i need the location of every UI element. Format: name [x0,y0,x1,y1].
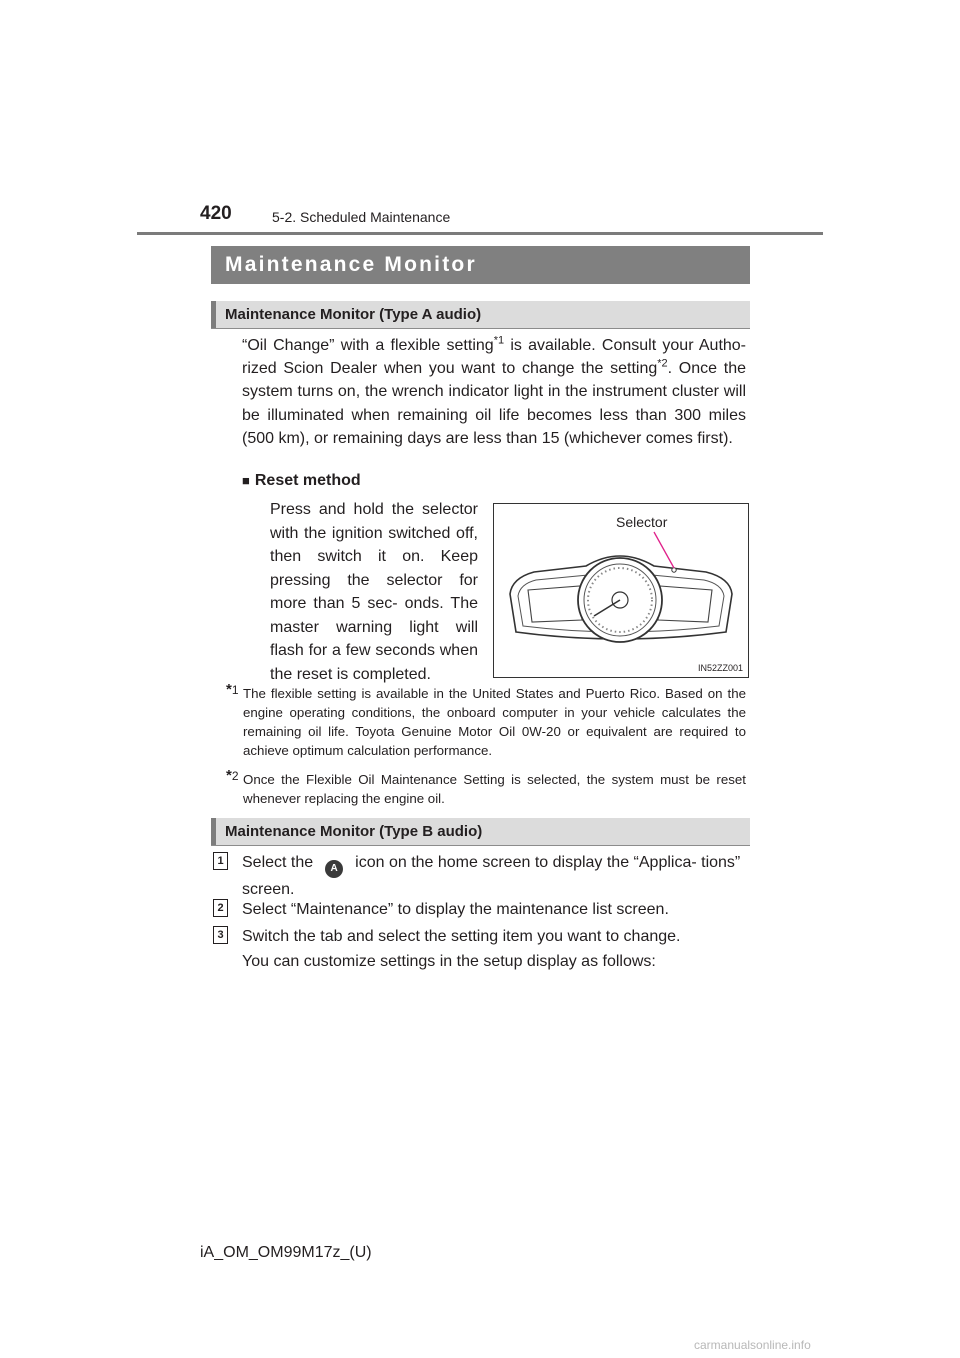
watermark: carmanualsonline.info [694,1338,811,1352]
subheading-text: Maintenance Monitor (Type B audio) [225,823,483,840]
footnote-2 [226,767,746,808]
footnote-text: The flexible setting is available in the United States and Puerto Rico. Based on the engine operating conditions, the onboard computer in your vehicle calculates the remaining oil life. Toyota Genuine Motor Oil 0W-20 or equivalent are required to achieve optimum calculation performance. [243,686,746,758]
subheading-text: Maintenance Monitor (Type A audio) [225,306,482,323]
reset-heading [242,472,361,490]
closing-text: You can customize settings in the setup display as follows: [242,953,656,970]
subheading-stripe [211,818,216,845]
title-bar [211,246,750,284]
footnote-marker: *1 [226,681,239,698]
subheading-type-b [211,818,750,846]
footer-doc-code: iA_OM_OM99M17z_(U) [200,1244,372,1261]
step-text: Select the A icon on the home screen to display the “Applica- tions” screen. [242,854,741,898]
instrument-cluster-figure [493,503,749,678]
footnote-1 [226,681,746,760]
step-2 [213,898,753,921]
page-title: Maintenance Monitor [225,253,477,276]
footnote-text: Once the Flexible Oil Maintenance Setting is selected, the system must be reset whenever replacing the engine oil. [243,772,746,806]
step-number: 3 [213,926,228,944]
footnote-ref-1: *1 [493,334,505,347]
reset-heading-text: Reset method [254,472,361,489]
header-rule [137,232,823,235]
step-number: 1 [213,852,228,870]
step-number: 2 [213,899,228,917]
bullet-square-icon: ■ [242,473,250,488]
step-1 [213,851,753,901]
step-3 [213,925,753,948]
step-text: Switch the tab and select the setting item you want to change. [242,928,681,945]
intro-text: “Oil Change” with a flexible setting [242,337,494,354]
footnote-marker: *2 [226,767,239,784]
step-text: Select “Maintenance” to display the maintenance list screen. [242,901,669,918]
footnote-ref-2: *2 [657,357,668,370]
selector-callout-label: Selector [616,514,668,530]
subheading-type-a [211,301,750,329]
subheading-stripe [211,301,216,328]
applications-icon: A [325,860,343,878]
intro-paragraph [242,334,746,450]
page-number: 420 [200,203,232,224]
intro-text: is available. Consult your Autho- rized Scion Dealer when you want to change the setting [242,337,747,378]
reset-body: Press and hold the selector with the ignition switched off, then switch it on. Keep pressing the selector for more than 5 sec- onds. The master warning light will flash for a few seconds when the reset is completed. [270,501,478,683]
figure-code: IN52ZZ001 [697,663,743,673]
section-label: 5-2. Scheduled Maintenance [272,209,451,225]
intro-text: . Once the system turns on, the wrench indicator light in the instrument cluster will be illuminated when remaining oil life becomes less than 300 miles (500 km), or remaining days are less than 15 (whichever comes first). [242,360,746,447]
